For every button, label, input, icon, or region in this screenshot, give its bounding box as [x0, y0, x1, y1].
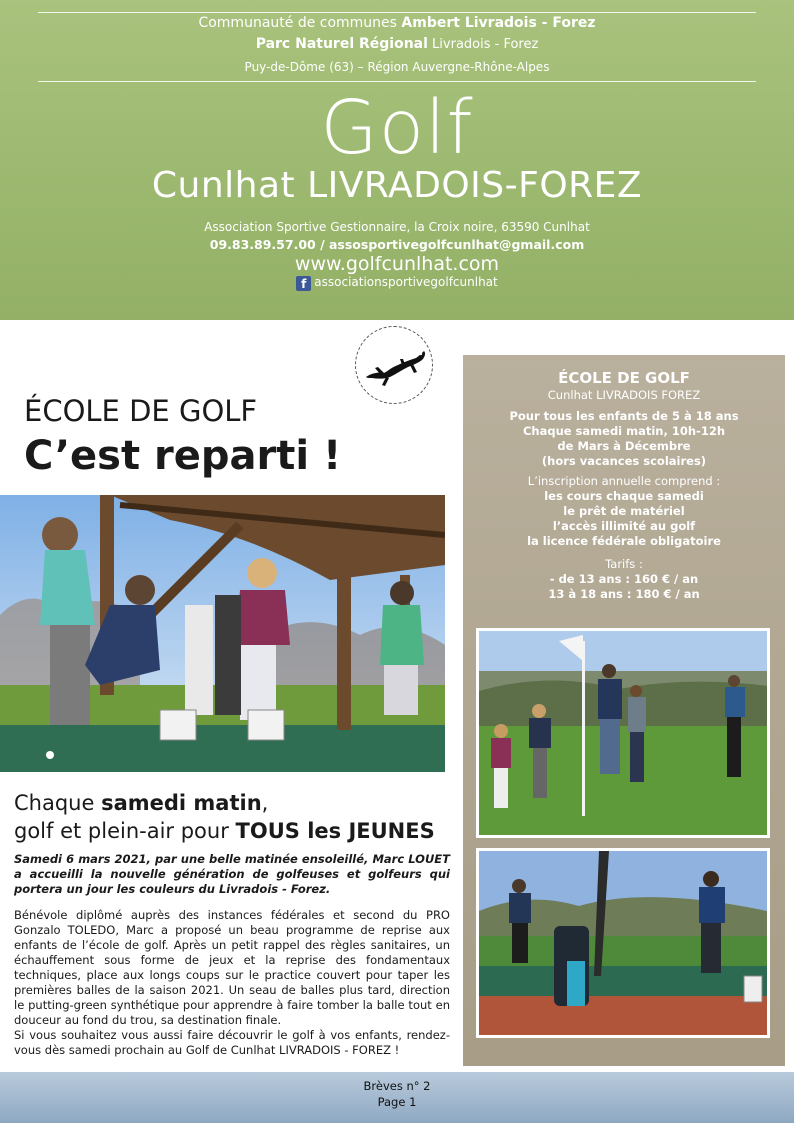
- photo-driving-range: [476, 848, 770, 1038]
- spacer: [245, 57, 550, 58]
- schedule-line: Pour tous les enfants de 5 à 18 ans: [509, 409, 739, 423]
- header-top-rule: [38, 12, 756, 13]
- panel-schedule: [463, 409, 785, 469]
- golf-subtitle: Cunlhat LIVRADOIS-FOREZ: [151, 165, 643, 206]
- schedule-line: de Mars à Décembre: [557, 439, 691, 453]
- article-closing: Si vous souhaitez vous aussi faire découvrir le golf à vos enfants, rendez-vous dès samedi prochain au Golf de Cunlhat LIVRADOIS - FOREZ !: [14, 1028, 450, 1057]
- price-line: - de 13 ans : 160 € / an: [549, 572, 699, 586]
- article-heading-2: [14, 818, 435, 845]
- h1-part-a: Chaque: [14, 791, 102, 815]
- includes-line: le prêt de matériel: [563, 504, 685, 518]
- includes-intro: L’inscription annuelle comprend :: [527, 474, 721, 488]
- article-heading-1: [14, 790, 268, 817]
- community-prefix: Communauté de communes: [198, 15, 402, 31]
- ecole-title: ÉCOLE DE GOLF: [24, 394, 258, 428]
- includes-line: les cours chaque samedi: [544, 489, 704, 503]
- region-line: Puy-de-Dôme (63) – Région Auvergne-Rhône-Alpes: [244, 60, 550, 74]
- schedule-line: (hors vacances scolaires): [541, 454, 707, 468]
- article-paragraph: Bénévole diplômé auprès des instances fédérales et second du PRO Gonzalo TOLEDO, Marc a proposé un beau programme de reprise aux enfants de l’école de golf. Après un petit rappel des règles sanitaires, un échauffement sous forme de jeux et la reprise des fondamentaux techniques, place aux longs coups sur le practice couvert pour taper les premières balles de la saison 2021. Un seau de balles plus tard, direction le putting-green synthétique pour apprendre à faire tomber la balle tout en douceur au fond du trou, sa destination finale.: [14, 908, 450, 1027]
- panel-title: ÉCOLE DE GOLF: [558, 369, 690, 387]
- includes-line: la licence fédérale obligatoire: [527, 534, 721, 548]
- panel-includes: [463, 489, 785, 549]
- facebook-icon: f: [296, 276, 311, 291]
- footer-page-number: Page 1: [377, 1095, 417, 1109]
- website-link[interactable]: www.golfcunlhat.com: [294, 253, 500, 275]
- community-line: [0, 15, 794, 31]
- contact-line: 09.83.89.57.00 / assosportivegolfcunlhat@gmail.com: [209, 237, 585, 252]
- price-line: 13 à 18 ans : 180 € / an: [548, 587, 700, 601]
- gecko-icon: [356, 327, 432, 403]
- parc-line: [0, 36, 794, 52]
- h1-part-b: samedi matin: [101, 791, 262, 815]
- article-body: [14, 908, 450, 1058]
- header-banner: [0, 0, 794, 320]
- parc-name: Parc Naturel Régional: [255, 36, 428, 52]
- association-address: Association Sportive Gestionnaire, la Croix noire, 63590 Cunlhat: [204, 220, 590, 234]
- golf-title: Golf: [320, 85, 474, 171]
- main-photo-kids-practice: [0, 495, 445, 772]
- photo-putting-green-flag: [476, 628, 770, 838]
- h2-part-a: golf et plein-air pour: [14, 819, 236, 843]
- parc-rest: Livradois - Forez: [427, 37, 539, 52]
- includes-line: l’accès illimité au golf: [552, 519, 696, 533]
- gecko-logo: [355, 326, 433, 404]
- footer-issue: Brèves n° 2: [363, 1079, 431, 1093]
- panel-prices: [463, 572, 785, 602]
- h2-part-b: TOUS les JEUNES: [235, 819, 435, 843]
- community-name: Ambert Livradois - Forez: [401, 15, 596, 31]
- facebook-line[interactable]: [0, 275, 794, 291]
- h1-part-c: ,: [261, 791, 269, 815]
- schedule-line: Chaque samedi matin, 10h-12h: [522, 424, 726, 438]
- panel-subtitle: Cunlhat LIVRADOIS FOREZ: [547, 388, 701, 402]
- header-mid-rule: [38, 81, 756, 82]
- facebook-handle[interactable]: associationsportivegolfcunlhat: [314, 275, 498, 289]
- prices-intro: Tarifs :: [605, 557, 643, 571]
- reparti-title: C’est reparti !: [24, 433, 342, 479]
- article-lead: Samedi 6 mars 2021, par une belle matinée ensoleillé, Marc LOUET a accueilli la nouvelle génération de golfeuses et golfeurs qui portera un jour les couleurs du Livradois - Forez.: [14, 852, 450, 896]
